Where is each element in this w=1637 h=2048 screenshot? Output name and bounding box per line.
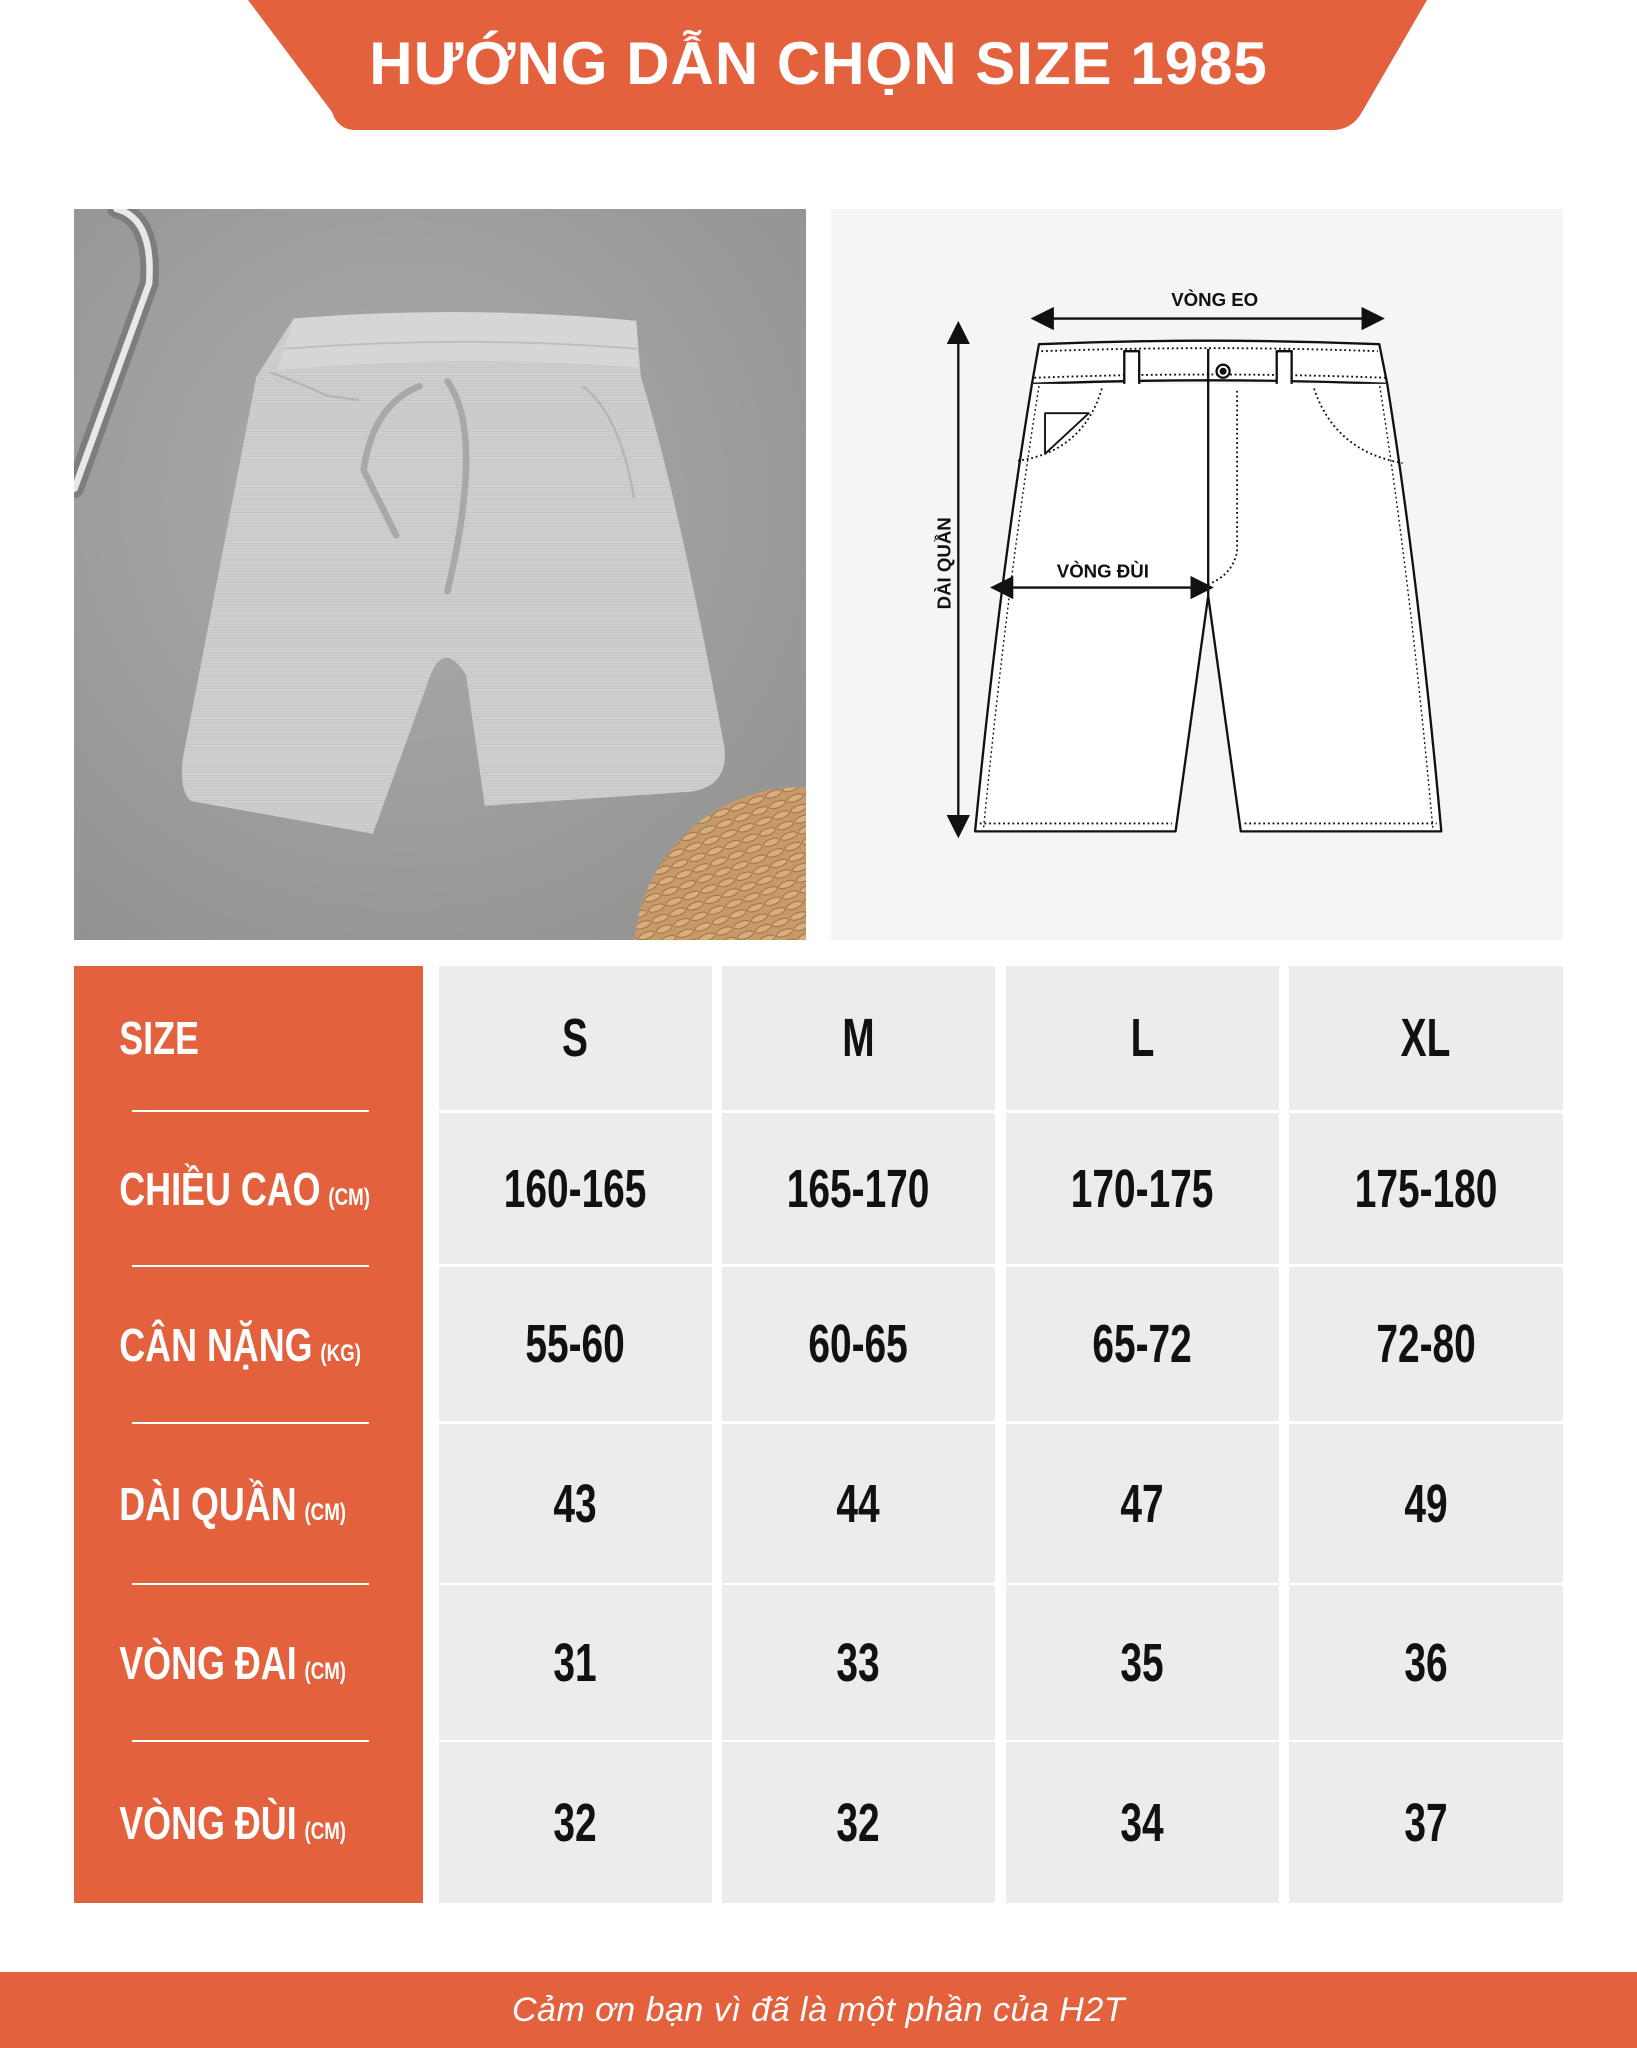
cell-weight-s: 55-60: [439, 1267, 712, 1421]
cell-thigh-s: 32: [439, 1742, 712, 1903]
cell-size-xl: XL: [1289, 966, 1563, 1110]
row-label-unit: (KG): [320, 1340, 361, 1367]
cell-size-m: M: [722, 966, 995, 1110]
size-table-label-column: [74, 966, 423, 1903]
row-label-unit: (CM): [304, 1658, 347, 1685]
row-label-unit: (CM): [328, 1183, 370, 1211]
cell-size-s: S: [439, 966, 712, 1110]
cell-waist-s: 31: [439, 1585, 712, 1740]
row-label-text: SIZE: [119, 1012, 199, 1064]
cell-height-s: 160-165: [439, 1113, 712, 1264]
footer-text: Cảm ơn bạn vì đã là một phần của H2T: [511, 1990, 1126, 2029]
row-label-text: CHIỀU CAO: [119, 1162, 321, 1215]
row-label-text: VÒNG ĐAI: [119, 1637, 297, 1689]
waist-label: VÒNG EO: [1171, 288, 1259, 310]
cell-height-m: 165-170: [722, 1113, 995, 1264]
cell-thigh-m: 32: [722, 1742, 995, 1903]
cell-size-l: L: [1006, 966, 1279, 1110]
cell-length-xl: 49: [1289, 1424, 1563, 1583]
row-label-unit: (CM): [304, 1498, 347, 1526]
cell-thigh-l: 34: [1006, 1742, 1279, 1903]
row-label-size: [74, 966, 423, 1110]
row-label-text: DÀI QUẦN: [119, 1477, 297, 1530]
header-banner: [0, 0, 1637, 131]
row-label-thigh: [74, 1742, 423, 1903]
cell-waist-m: 33: [722, 1585, 995, 1740]
cell-weight-l: 65-72: [1006, 1267, 1279, 1421]
cell-height-l: 170-175: [1006, 1113, 1279, 1264]
row-label-length: [74, 1424, 423, 1583]
measurement-diagram: [831, 209, 1563, 940]
page-title: HƯỚNG DẪN CHỌN SIZE 1985: [369, 30, 1268, 97]
cell-weight-xl: 72-80: [1289, 1267, 1563, 1421]
cell-waist-l: 35: [1006, 1585, 1279, 1740]
cell-thigh-xl: 37: [1289, 1742, 1563, 1903]
cell-weight-m: 60-65: [722, 1267, 995, 1421]
shorts-diagram: [831, 209, 1563, 940]
row-label-text: VÒNG ĐÙI: [119, 1796, 297, 1849]
cell-length-l: 47: [1006, 1424, 1279, 1583]
cell-height-xl: 175-180: [1289, 1113, 1563, 1264]
footer-banner: [0, 1972, 1637, 2048]
thigh-label: VÒNG ĐÙI: [1056, 560, 1149, 582]
cell-length-s: 43: [439, 1424, 712, 1583]
row-label-unit: (CM): [304, 1817, 347, 1845]
row-label-text: CÂN NẶNG: [119, 1319, 313, 1371]
product-photo: [74, 209, 806, 940]
shorts-photo-illustration: [74, 209, 806, 940]
row-label-height: [74, 1112, 423, 1265]
cell-length-m: 44: [722, 1424, 995, 1583]
row-label-weight: [74, 1267, 423, 1423]
length-label: DÀI QUẦN: [933, 517, 955, 610]
cell-waist-xl: 36: [1289, 1585, 1563, 1740]
row-label-waist: [74, 1585, 423, 1741]
